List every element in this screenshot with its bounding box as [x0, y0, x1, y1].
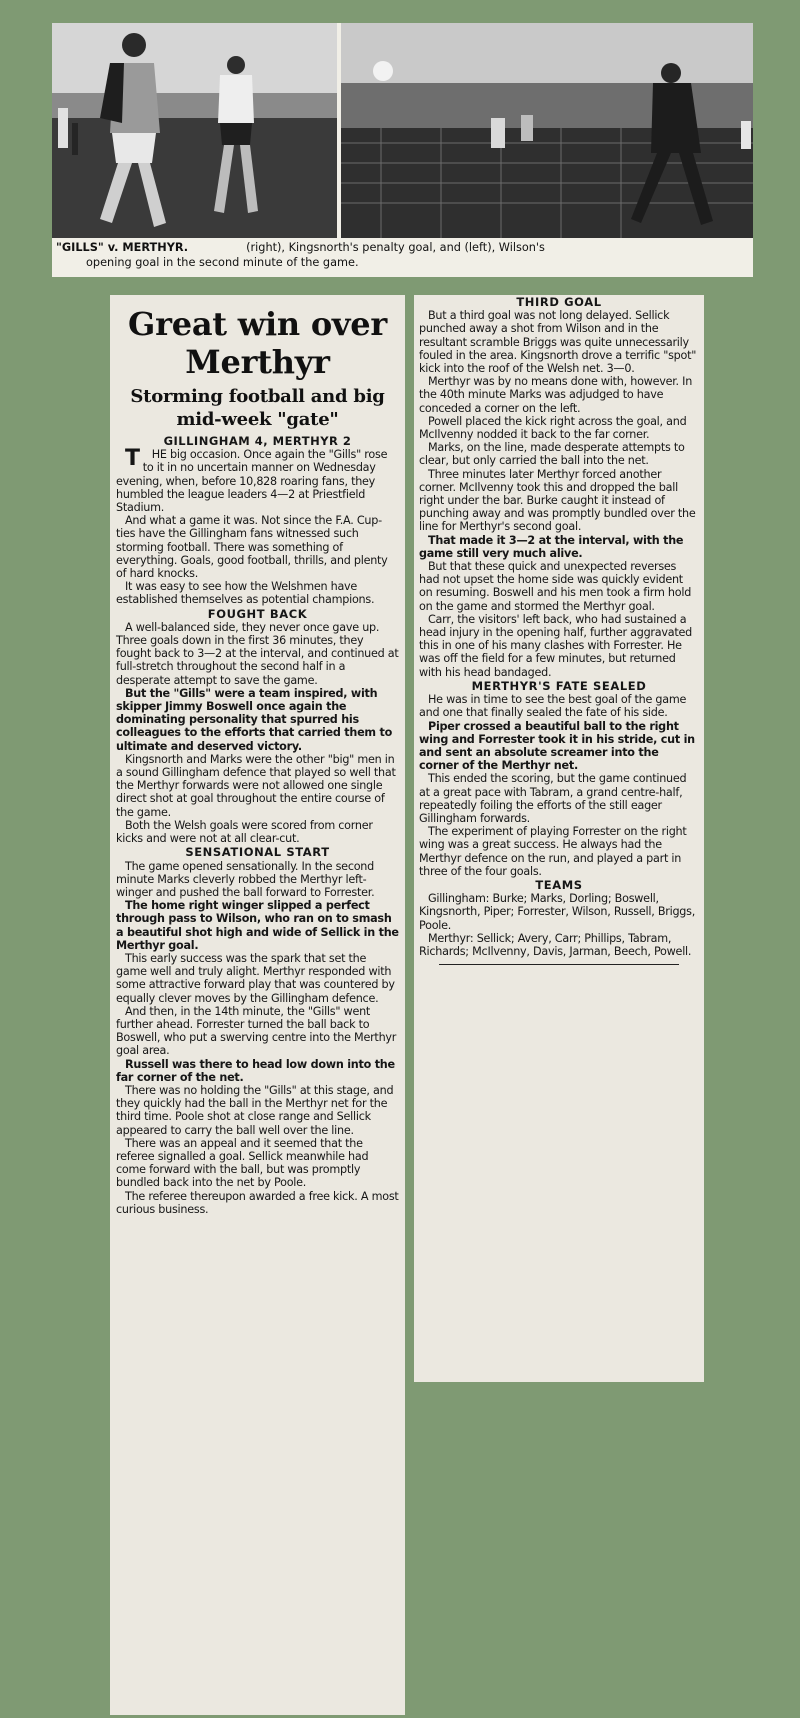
photo-right-image	[341, 23, 753, 238]
article-paragraph: But the "Gills" were a team inspired, with skipper Jimmy Boswell once again the dominating personality that spurred his colleagues to the efforts that carried them to ultimate and deserved victory.	[116, 686, 393, 753]
caption-line2: opening goal in the second minute of the game.	[86, 256, 359, 269]
article-paragraph: Merthyr: Sellick; Avery, Carr; Phillips, Tabram, Richards; McIlvenny, Davis, Jarman, Beech, Powell.	[419, 931, 692, 958]
article-paragraph: But a third goal was not long delayed. Sellick punched away a shot from Wilson and in the resultant scramble Briggs was quite unnecessarily fouled in the area. Kingsnorth drove a terrific "spot" kick into the roof of the Welsh net. 3—0.	[419, 309, 697, 376]
photo-wilson-opening-goal	[52, 23, 337, 238]
photo-left-image	[52, 23, 337, 238]
article-paragraph: The experiment of playing Forrester on the right wing was a great success. He always had the Merthyr defence on the run, and played a part in three of the four goals.	[419, 825, 687, 878]
article-paragraph: Both the Welsh goals were scored from corner kicks and were not at all clear-cut.	[116, 818, 373, 846]
article-paragraph: This early success was the spark that set the game well and truly alight. Merthyr responded with some attractive forward play that was countered by equally clever moves by the Gillingham defence.	[116, 951, 395, 1005]
article-paragraph: And what a game it was. Not since the F.A. Cup-ties have the Gillingham fans witnessed such storming football. There was something of everything. Goals, good football, thrills, and plenty of hard knocks.	[116, 514, 388, 581]
article-paragraph: There was no holding the "Gills" at this stage, and they quickly had the ball in the Merthyr net for the third time. Poole shot at close range and Sellick appeared to carry the ball well over the line.	[116, 1083, 394, 1137]
left-body	[116, 448, 399, 1216]
article-paragraph: Piper crossed a beautiful ball to the right wing and Forrester took it in his stride, cut in and sent an absolute screamer into the corner of the Merthyr net.	[419, 719, 695, 773]
article-paragraph: Powell placed the kick right across the goal, and McIlvenny nodded it back to the far corner.	[419, 414, 687, 442]
subheadline: Storming football and big mid-week "gate"	[130, 386, 385, 430]
section-heading: FOUGHT BACK	[207, 606, 308, 621]
caption-team: "GILLS" v. MERTHYR.	[56, 241, 189, 254]
article-paragraph: Russell was there to head low down into the far corner of the net.	[116, 1057, 395, 1084]
article-paragraph: Kingsnorth and Marks were the other "big" men in a sound Gillingham defence that played so well that the Merthyr forwards were not allowed one single direct shot at goal throughout the entire course of the game.	[116, 752, 396, 819]
photo-kingsnorth-penalty	[341, 23, 753, 238]
section-heading: THIRD GOAL	[516, 295, 602, 309]
section-heading: MERTHYR'S FATE SEALED	[471, 678, 647, 693]
photo-caption	[56, 240, 748, 270]
article-paragraph: Merthyr was by no means done with, however. In the 40th minute Marks was adjudged to have conceded a corner on the left.	[419, 375, 693, 415]
article-paragraph: The game opened sensationally. In the second minute Marks cleverly robbed the Merthyr left-winger and pushed the ball forward to Forrester.	[116, 859, 375, 899]
article-paragraph: This ended the scoring, but the game continued at a great pace with Tabram, a grand centre-half, repeatedly foiling the efforts of the still eager Gillingham forwards.	[419, 772, 687, 825]
article-paragraph: Marks, on the line, made desperate attempts to clear, but only carried the ball into the net.	[419, 441, 685, 468]
section-heading: TEAMS	[535, 877, 583, 892]
end-rule	[439, 964, 679, 965]
caption-rest: (right), Kingsnorth's penalty goal, and (left), Wilson's	[246, 241, 545, 254]
article-paragraph: The home right winger slipped a perfect through pass to Wilson, who ran on to smash a beautiful shot high and wide of Sellick in the Merthyr goal.	[116, 899, 399, 952]
article-paragraph: And then, in the 14th minute, the "Gills" went further ahead. Forrester turned the ball back to Boswell, who put a swerving centre into the Merthyr goal area.	[116, 1004, 397, 1058]
article-paragraph: But that these quick and unexpected reverses had not upset the home side was quickly evident on resuming. Boswell and his men took a firm hold on the game and stormed the Merthyr goal.	[419, 560, 692, 613]
photo-block	[52, 23, 753, 277]
headline: Great win over Merthyr	[128, 305, 387, 381]
article-paragraph: THE big occasion. Once again the "Gills" rose to it in no uncertain manner on Wednesday evening, when, before 10,828 roaring fans, they humbled the league leaders 4—2 at Priestfield Stadium.	[116, 446, 388, 515]
article-column-left	[110, 295, 405, 1715]
article-paragraph: There was an appeal and it seemed that the referee signalled a goal. Sellick meanwhile had come forward with the ball, but was promptly bundled back into the net by Poole.	[116, 1136, 369, 1190]
article-paragraph: A well-balanced side, they never once gave up. Three goals down in the first 36 minutes, they fought back to 3—2 at the interval, and continued at full-stretch throughout the second half in a desperate attempt to save the game.	[116, 620, 399, 687]
score-line: GILLINGHAM 4, MERTHYR 2	[163, 434, 352, 448]
article-paragraph: It was easy to see how the Welshmen have established themselves as potential champions.	[116, 580, 375, 607]
right-body	[419, 296, 699, 958]
article-paragraph: Carr, the visitors' left back, who had sustained a head injury in the opening half, further aggravated this in one of his many clashes with Forrester. He was off the field for a few minutes, but returned with his head bandaged.	[419, 612, 692, 679]
article-paragraph: He was in time to see the best goal of the game and one that finally sealed the fate of his side.	[419, 693, 687, 720]
article-paragraph: That made it 3—2 at the interval, with the game still very much alive.	[419, 533, 684, 560]
article-paragraph: The referee thereupon awarded a free kick. A most curious business.	[116, 1189, 399, 1216]
article-paragraph: Gillingham: Burke; Marks, Dorling; Boswell, Kingsnorth, Piper; Forrester, Wilson, Russell, Briggs, Poole.	[419, 892, 696, 932]
article-column-right	[414, 295, 704, 1382]
article-paragraph: Three minutes later Merthyr forced another corner. McIlvenny took this and dropped the ball right under the bar. Burke caught it instead of punching away and was promptly bundled over the line for Merthyr's second goal.	[419, 467, 696, 534]
section-heading: SENSATIONAL START	[185, 845, 330, 860]
